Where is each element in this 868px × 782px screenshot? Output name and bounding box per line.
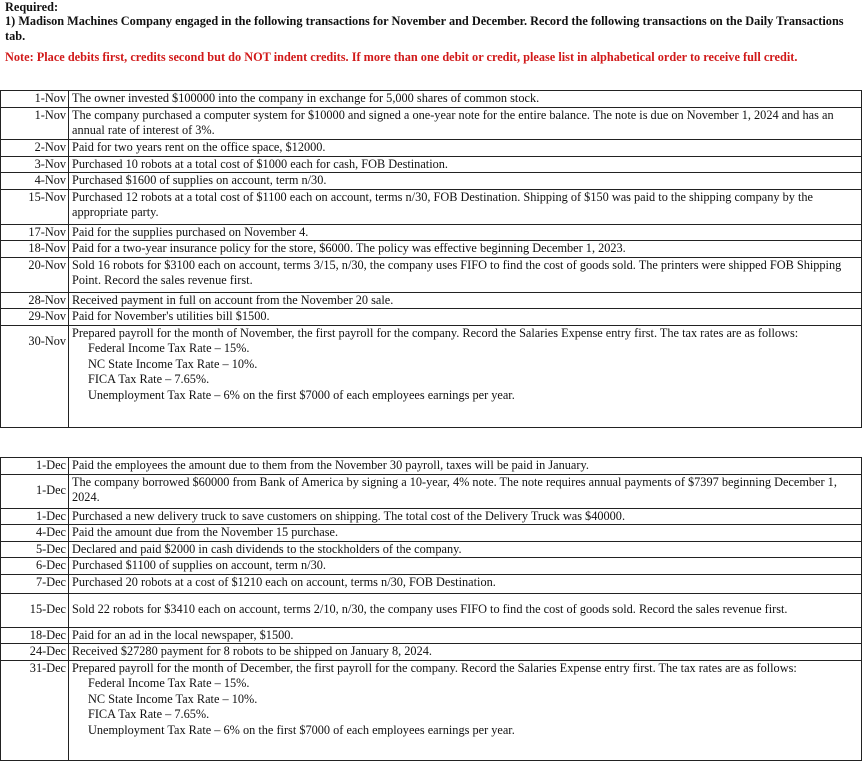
table-row bbox=[1, 309, 862, 326]
transaction-date: 31-Dec bbox=[1, 660, 69, 760]
table-row bbox=[1, 574, 862, 593]
table-row bbox=[1, 325, 862, 427]
transaction-description: Paid for two years rent on the office space, $12000. bbox=[69, 139, 862, 156]
transaction-description: The company purchased a computer system for $10000 and signed a one-year note for the entire balance. The note is due on November 1, 2024 and has an annual rate of interest of 3%. bbox=[69, 107, 862, 139]
transaction-description: Declared and paid $2000 in cash dividends to the stockholders of the company. bbox=[69, 541, 862, 558]
transaction-date: 24-Dec bbox=[1, 644, 69, 661]
transaction-date: 18-Dec bbox=[1, 627, 69, 644]
tax-rate-line: Federal Income Tax Rate – 15%. bbox=[88, 341, 250, 355]
transaction-description: Paid the employees the amount due to them from the November 30 payroll, taxes will be paid in January. bbox=[69, 458, 862, 475]
transaction-date: 3-Nov bbox=[1, 156, 69, 173]
transaction-date: 1-Dec bbox=[1, 474, 69, 508]
table-row bbox=[1, 525, 862, 542]
task-instructions: 1) Madison Machines Company engaged in the following transactions for November and December. Record the following transactions on the Daily Transactions tab. bbox=[5, 14, 844, 43]
transaction-date: 5-Dec bbox=[1, 541, 69, 558]
transaction-date: 28-Nov bbox=[1, 292, 69, 309]
table-row bbox=[1, 257, 862, 292]
transaction-description: Purchased 20 robots at a cost of $1210 each on account, terms n/30, FOB Destination. bbox=[69, 574, 862, 593]
transaction-description: Paid the amount due from the November 15 purchase. bbox=[69, 525, 862, 542]
table-row bbox=[1, 224, 862, 241]
transaction-description: Paid for November's utilities bill $1500. bbox=[69, 309, 862, 326]
table-row bbox=[1, 173, 862, 190]
transaction-date: 15-Dec bbox=[1, 593, 69, 627]
tax-rate-line: Unemployment Tax Rate – 6% on the first $7000 of each employees earnings per year. bbox=[88, 387, 515, 402]
transaction-description: Sold 16 robots for $3100 each on account, terms 3/15, n/30, the company uses FIFO to find the cost of goods sold. The printers were shipped FOB Shipping Point. Record the sales revenue first. bbox=[69, 257, 862, 292]
transaction-description: Purchased 10 robots at a total cost of $1000 each for cash, FOB Destination. bbox=[69, 156, 862, 173]
table-row bbox=[1, 241, 862, 258]
tax-rate-line: NC State Income Tax Rate – 10%. bbox=[88, 356, 258, 371]
transaction-description: Sold 22 robots for $3410 each on account, terms 2/10, n/30, the company uses FIFO to find the cost of goods sold. Record the sales revenue first. bbox=[69, 593, 862, 627]
tax-rate-line: FICA Tax Rate – 7.65%. bbox=[88, 707, 210, 721]
table-row bbox=[1, 189, 862, 224]
transaction-description: Purchased 12 robots at a total cost of $1100 each on account, terms n/30, FOB Destination. Shipping of $150 was paid to the shipping company by the appropriate party. bbox=[69, 189, 862, 224]
transaction-date: 2-Nov bbox=[1, 139, 69, 156]
transaction-date: 1-Dec bbox=[1, 508, 69, 525]
table-row bbox=[1, 508, 862, 525]
table-row bbox=[1, 156, 862, 173]
table-row bbox=[1, 139, 862, 156]
table-row bbox=[1, 660, 862, 760]
transaction-description: Paid for a two-year insurance policy for the store, $6000. The policy was effective beginning December 1, 2023. bbox=[69, 241, 862, 258]
table-row bbox=[1, 474, 862, 508]
transaction-date: 30-Nov bbox=[1, 325, 69, 427]
transaction-date: 1-Nov bbox=[1, 91, 69, 108]
table-row bbox=[1, 541, 862, 558]
transaction-date: 7-Dec bbox=[1, 574, 69, 593]
tax-rate-line: Federal Income Tax Rate – 15%. bbox=[88, 676, 250, 690]
transaction-description: Purchased $1600 of supplies on account, term n/30. bbox=[69, 173, 862, 190]
required-heading: Required: bbox=[5, 0, 59, 14]
table-row bbox=[1, 593, 862, 627]
transaction-description: Purchased a new delivery truck to save customers on shipping. The total cost of the Delivery Truck was $40000. bbox=[69, 508, 862, 525]
transaction-description: Paid for the supplies purchased on November 4. bbox=[69, 224, 862, 241]
table-row bbox=[1, 558, 862, 575]
transaction-date: 1-Nov bbox=[1, 107, 69, 139]
transaction-description: The company borrowed $60000 from Bank of America by signing a 10-year, 4% note. The note requires annual payments of $7397 beginning December 1, 2024. bbox=[69, 474, 862, 508]
december-transactions-table bbox=[0, 457, 862, 761]
table-row bbox=[1, 91, 862, 108]
transaction-date: 29-Nov bbox=[1, 309, 69, 326]
transaction-description: The owner invested $100000 into the company in exchange for 5,000 shares of common stock. bbox=[69, 91, 862, 108]
payroll-intro: Prepared payroll for the month of December, the first payroll for the company. Record the Salaries Expense entry first. The tax rates are as follows: bbox=[72, 660, 797, 675]
november-transactions-table bbox=[0, 90, 862, 428]
table-row bbox=[1, 644, 862, 661]
transaction-description bbox=[69, 660, 862, 760]
transaction-description bbox=[69, 325, 862, 427]
payroll-intro: Prepared payroll for the month of November, the first payroll for the company. Record the Salaries Expense entry first. The tax rates are as follows: bbox=[72, 325, 799, 340]
transaction-date: 6-Dec bbox=[1, 558, 69, 575]
transaction-date: 20-Nov bbox=[1, 257, 69, 292]
transaction-date: 15-Nov bbox=[1, 189, 69, 224]
tax-rate-line: Unemployment Tax Rate – 6% on the first $7000 of each employees earnings per year. bbox=[88, 722, 515, 737]
transaction-date: 17-Nov bbox=[1, 224, 69, 241]
tax-rate-line: FICA Tax Rate – 7.65%. bbox=[88, 372, 210, 386]
transaction-description: Purchased $1100 of supplies on account, term n/30. bbox=[69, 558, 862, 575]
transaction-date: 4-Nov bbox=[1, 173, 69, 190]
table-row bbox=[1, 627, 862, 644]
note-warning: Note: Place debits first, credits second but do NOT indent credits. If more than one debit or credit, please list in alphabetical order to receive full credit. bbox=[5, 50, 798, 64]
tax-rate-line: NC State Income Tax Rate – 10%. bbox=[88, 691, 258, 706]
transaction-date: 1-Dec bbox=[1, 458, 69, 475]
transaction-date: 18-Nov bbox=[1, 241, 69, 258]
transaction-description: Received payment in full on account from the November 20 sale. bbox=[69, 292, 862, 309]
table-row bbox=[1, 107, 862, 139]
table-row bbox=[1, 458, 862, 475]
transaction-description: Received $27280 payment for 8 robots to be shipped on January 8, 2024. bbox=[69, 644, 862, 661]
transaction-description: Paid for an ad in the local newspaper, $1500. bbox=[69, 627, 862, 644]
table-row bbox=[1, 292, 862, 309]
transaction-date: 4-Dec bbox=[1, 525, 69, 542]
